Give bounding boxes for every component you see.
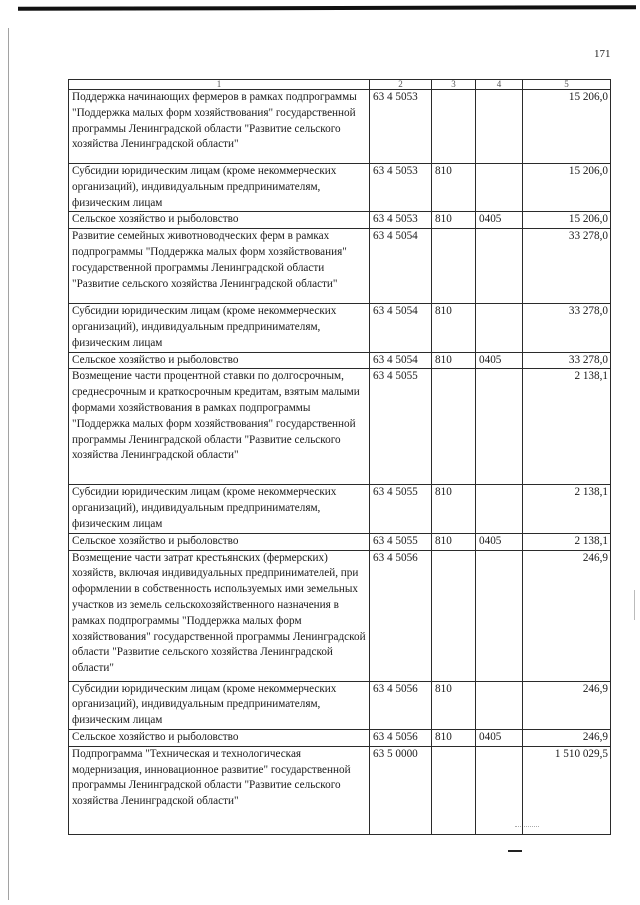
table-row xyxy=(69,533,611,550)
col-header-code: 2 xyxy=(370,80,432,90)
row-vr: 810 xyxy=(432,729,476,746)
row-name: Поддержка начинающих фермеров в рамках подпрограммы "Поддержка малых форм хозяйствования" государственной программы Ленинградской области "Развитие сельского хозяйства Ленинградской области" xyxy=(69,90,370,164)
row-name: Сельское хозяйство и рыболовство xyxy=(69,212,370,229)
row-name: Развитие семейных животноводческих ферм в рамках подпрограммы "Поддержка малых форм хозяйствования" государственной программы Ленинградской области "Развитие сельского хозяйства Ленинградской области" xyxy=(69,229,370,304)
row-section xyxy=(476,164,523,212)
row-section: 0405 xyxy=(476,352,523,369)
row-vr xyxy=(432,550,476,681)
row-code: 63 4 5055 xyxy=(370,485,432,533)
row-vr: 810 xyxy=(432,304,476,352)
row-section xyxy=(476,550,523,681)
row-section: 0405 xyxy=(476,729,523,746)
table-row xyxy=(69,550,611,681)
right-margin-mark xyxy=(634,590,635,620)
row-name: Подпрограмма "Техническая и технологическая модернизация, инновационное развитие" государственной программы Ленинградской области "Развитие сельского хозяйства Ленинградской области" xyxy=(69,746,370,834)
table-row xyxy=(69,681,611,729)
row-sum: 246,9 xyxy=(523,729,611,746)
row-code: 63 4 5056 xyxy=(370,550,432,681)
row-vr xyxy=(432,90,476,164)
table-row xyxy=(69,164,611,212)
row-section xyxy=(476,485,523,533)
table-row xyxy=(69,229,611,304)
row-sum: 2 138,1 xyxy=(523,533,611,550)
row-sum: 15 206,0 xyxy=(523,164,611,212)
table-row xyxy=(69,746,611,834)
row-section xyxy=(476,304,523,352)
row-section xyxy=(476,681,523,729)
row-code: 63 4 5055 xyxy=(370,533,432,550)
row-code: 63 4 5055 xyxy=(370,369,432,485)
row-sum: 246,9 xyxy=(523,550,611,681)
row-code: 63 4 5053 xyxy=(370,164,432,212)
col-header-sum: 5 xyxy=(523,80,611,90)
row-sum: 1 510 029,5 xyxy=(523,746,611,834)
table-header-row xyxy=(69,80,611,90)
row-code: 63 4 5053 xyxy=(370,90,432,164)
row-vr xyxy=(432,229,476,304)
row-name: Сельское хозяйство и рыболовство xyxy=(69,729,370,746)
row-code: 63 5 0000 xyxy=(370,746,432,834)
row-code: 63 4 5056 xyxy=(370,681,432,729)
row-name: Возмещение части затрат крестьянских (фермерских) хозяйств, включая индивидуальных предпринимателей, при оформлении в собственность используемых ими земельных участков из земель сельскохозяйственного назначения в рамках подпрограммы "Поддержка малых форм хозяйствования" государственной программы Ленинградской области "Развитие сельского хозяйства Ленинградской области" xyxy=(69,550,370,681)
row-vr: 810 xyxy=(432,164,476,212)
row-name: Сельское хозяйство и рыболовство xyxy=(69,533,370,550)
table-row xyxy=(69,304,611,352)
row-sum: 33 278,0 xyxy=(523,304,611,352)
row-name: Субсидии юридическим лицам (кроме некоммерческих организаций), индивидуальным предпринимателям, физическим лицам xyxy=(69,164,370,212)
row-name: Сельское хозяйство и рыболовство xyxy=(69,352,370,369)
row-sum: 246,9 xyxy=(523,681,611,729)
row-code: 63 4 5056 xyxy=(370,729,432,746)
col-header-name: 1 xyxy=(69,80,370,90)
row-vr: 810 xyxy=(432,212,476,229)
table-row xyxy=(69,352,611,369)
row-code: 63 4 5054 xyxy=(370,352,432,369)
row-code: 63 4 5054 xyxy=(370,304,432,352)
row-code: 63 4 5053 xyxy=(370,212,432,229)
table-row xyxy=(69,212,611,229)
bottom-dash-mark xyxy=(508,850,522,852)
row-section xyxy=(476,90,523,164)
row-sum: 33 278,0 xyxy=(523,352,611,369)
budget-table xyxy=(68,79,611,835)
row-vr xyxy=(432,369,476,485)
row-section xyxy=(476,229,523,304)
row-section xyxy=(476,746,523,834)
row-vr: 810 xyxy=(432,485,476,533)
row-name: Субсидии юридическим лицам (кроме некоммерческих организаций), индивидуальным предпринимателям, физическим лицам xyxy=(69,485,370,533)
row-name: Субсидии юридическим лицам (кроме некоммерческих организаций), индивидуальным предпринимателям, физическим лицам xyxy=(69,304,370,352)
row-sum: 2 138,1 xyxy=(523,485,611,533)
row-name: Возмещение части процентной ставки по долгосрочным, среднесрочным и краткосрочным кредитам, взятым малыми формами хозяйствования в рамках подпрограммы "Поддержка малых форм хозяйствования" государственной программы Ленинградской области "Развитие сельского хозяйства Ленинградской области" xyxy=(69,369,370,485)
col-header-vr: 3 xyxy=(432,80,476,90)
table-row xyxy=(69,485,611,533)
row-sum: 33 278,0 xyxy=(523,229,611,304)
table-row xyxy=(69,729,611,746)
col-header-section: 4 xyxy=(476,80,523,90)
row-section: 0405 xyxy=(476,533,523,550)
row-code: 63 4 5054 xyxy=(370,229,432,304)
row-vr: 810 xyxy=(432,681,476,729)
table-row xyxy=(69,90,611,164)
row-vr: 810 xyxy=(432,533,476,550)
table-row xyxy=(69,369,611,485)
row-vr: 810 xyxy=(432,352,476,369)
page-number: 171 xyxy=(594,48,611,60)
row-section xyxy=(476,369,523,485)
row-sum: 2 138,1 xyxy=(523,369,611,485)
row-vr xyxy=(432,746,476,834)
left-margin-line xyxy=(8,28,9,900)
row-sum: 15 206,0 xyxy=(523,90,611,164)
row-section: 0405 xyxy=(476,212,523,229)
row-sum: 15 206,0 xyxy=(523,212,611,229)
top-border-rule xyxy=(18,5,636,11)
row-name: Субсидии юридическим лицам (кроме некоммерческих организаций), индивидуальным предпринимателям, физическим лицам xyxy=(69,681,370,729)
